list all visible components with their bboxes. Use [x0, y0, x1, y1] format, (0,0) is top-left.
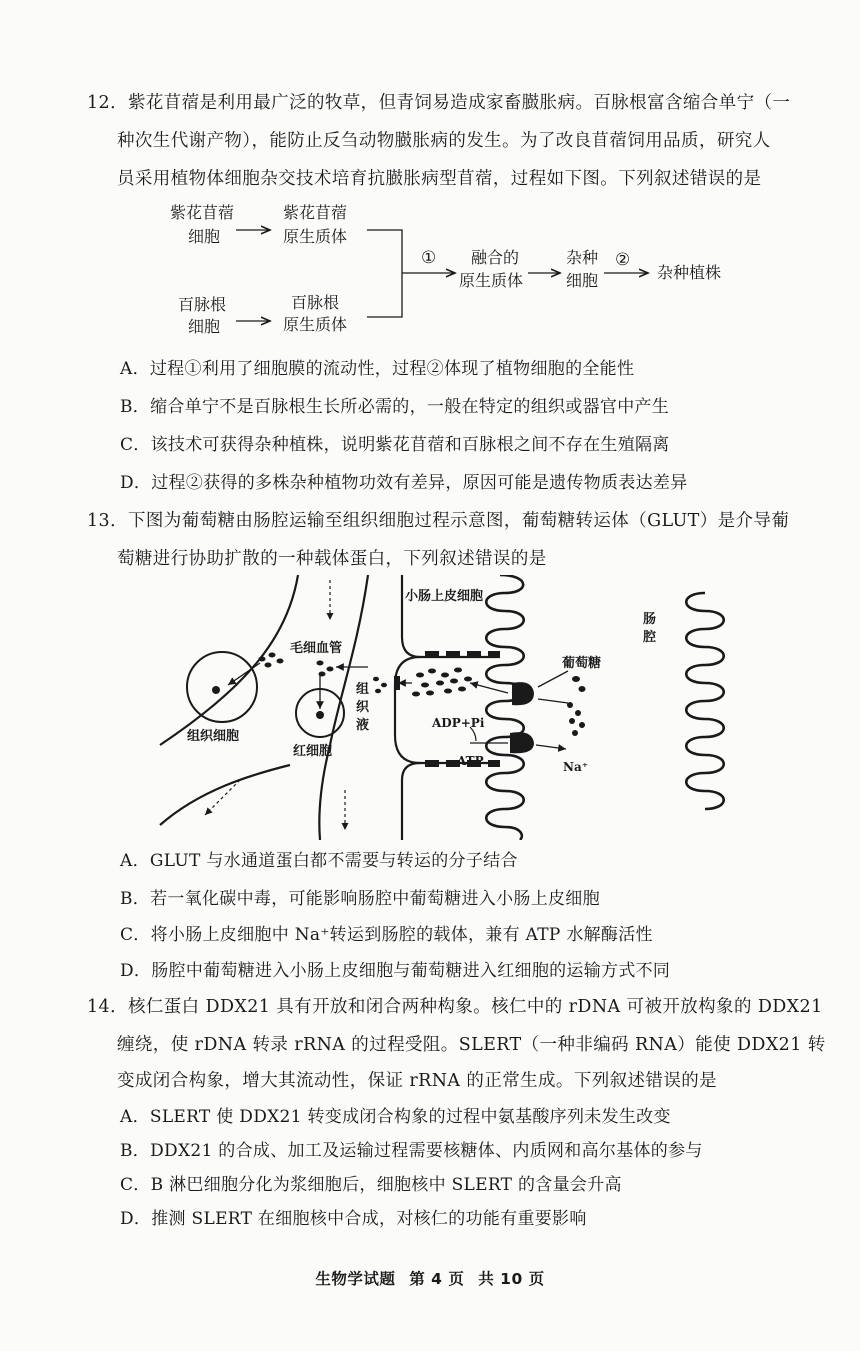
q13-stem-text: 萄糖进行协助扩散的一种载体蛋白，下列叙述 [117, 549, 475, 569]
label-epithelial: 小肠上皮细胞 [405, 589, 484, 604]
q13-stem-end: 的是 [510, 549, 547, 569]
flow-alfalfa-proto-2: 原生质体 [283, 227, 348, 246]
label-fluid-1: 组 [356, 682, 370, 697]
q12-emphasis: 错误 [689, 169, 726, 189]
q12-line-2: 种次生代谢产物），能防止反刍动物臌胀病的发生。为了改良苜蓿饲用品质，研究人 [117, 131, 771, 151]
q13-option-a: A．GLUT 与水通道蛋白都不需要与转运的分子结合 [120, 851, 518, 871]
q13-line-1: 13．下图为葡萄糖由肠腔运输至组织细胞过程示意图，葡萄糖转运体（GLUT）是介导葡 [87, 511, 790, 531]
flow-lotus-proto-1: 百脉根 [291, 293, 340, 312]
q14-line-1: 14．核仁蛋白 DDX21 具有开放和闭合两种构象。核仁中的 rDNA 可被开放构象的 DDX21 [87, 997, 823, 1017]
q13-emphasis: 错误 [475, 549, 511, 569]
q12-option-a: A．过程①利用了细胞膜的流动性，过程②体现了植物细胞的全能性 [120, 359, 635, 379]
arrow-na-out [536, 745, 566, 749]
rbc-glucose [316, 711, 324, 719]
q14-line-3 [117, 1068, 717, 1094]
glut-transporter [394, 676, 400, 690]
flow-lotus-proto-2: 原生质体 [283, 315, 348, 334]
q14-option-a: A．SLERT 使 DDX21 转变成闭合构象的过程中氨基酸序列未发生改变 [120, 1107, 671, 1127]
glucose-dots-capillary [259, 653, 334, 677]
q13-option-c: C．将小肠上皮细胞中 Na⁺转运到肠腔的载体，兼有 ATP 水解酶活性 [120, 925, 653, 945]
q13-line-2 [117, 546, 547, 572]
flow-alfalfa-proto-1: 紫花苜蓿 [283, 203, 348, 222]
bracket [367, 230, 402, 317]
q14-stem-end: 的是 [681, 1071, 718, 1091]
apical-microvilli [486, 575, 524, 840]
q14-option-b: B．DDX21 的合成、加工及运输过程需要核糖体、内质网和高尔基体的参与 [120, 1141, 703, 1161]
label-capillary: 毛细血管 [290, 641, 343, 656]
tissue-cell-glucose [212, 686, 220, 694]
flow-hybrid-cell-1: 杂种 [566, 248, 599, 267]
flow-fused-1: 融合的 [471, 248, 520, 267]
step-1-label: ① [421, 248, 437, 268]
flow-lotus-cell-2: 细胞 [188, 317, 221, 336]
q12-line-3 [117, 166, 761, 192]
footer-subject: 生物学试题 [315, 1270, 396, 1288]
capillary-wall-lower [160, 765, 290, 825]
q12-option-d: D．过程②获得的多株杂种植物功效有差异，原因可能是遗传物质表达差异 [120, 473, 688, 493]
sglt-cotransporter [512, 682, 534, 705]
q13-option-d: D．肠腔中葡萄糖进入小肠上皮细胞与葡萄糖进入红细胞的运输方式不同 [120, 961, 671, 981]
arrow-glucose-in [538, 671, 568, 687]
label-atp: ATP [457, 754, 484, 768]
q14-option-d: D．推测 SLERT 在细胞核中合成，对核仁的功能有重要影响 [120, 1209, 587, 1229]
flow-lotus-cell-1: 百脉根 [178, 295, 227, 314]
q13-option-b: B．若一氧化碳中毒，可能影响肠腔中葡萄糖进入小肠上皮细胞 [120, 889, 600, 909]
label-na: Na⁺ [563, 760, 589, 774]
label-glucose: 葡萄糖 [562, 656, 602, 671]
flow-hybrid-plant: 杂种植株 [657, 263, 722, 282]
q14-line-2: 缠绕，使 rDNA 转录 rRNA 的过程受阻。SLERT（一种非编码 RNA）能使 DDX21 转 [117, 1035, 826, 1055]
flow-alfalfa-cell-2: 细胞 [188, 227, 221, 246]
q12-flowchart [0, 195, 860, 345]
flow-fused-2: 原生质体 [459, 271, 524, 290]
epithelial-basal-membrane [395, 657, 420, 763]
flow-alfalfa-cell-1: 紫花苜蓿 [170, 203, 235, 222]
na-k-pump [510, 732, 534, 753]
footer-page: 第 4 页 [409, 1270, 465, 1288]
glucose-dots-fluid [373, 677, 387, 694]
step-2-label: ② [615, 250, 631, 270]
q12-line-1: 12．紫花苜蓿是利用最广泛的牧草，但青饲易造成家畜臌胀病。百脉根富含缩合单宁（一 [87, 93, 791, 113]
footer-total: 共 10 页 [478, 1270, 545, 1288]
q12-option-c: C．该技术可获得杂种植株，说明紫花苜蓿和百脉根之间不存在生殖隔离 [120, 435, 670, 455]
label-fluid-2: 织 [356, 700, 370, 715]
tissue-cell [187, 652, 257, 722]
flow-hybrid-cell-2: 细胞 [566, 271, 599, 290]
q13-diagram [0, 575, 860, 840]
q14-option-c: C．B 淋巴细胞分化为浆细胞后，细胞核中 SLERT 的含量会升高 [120, 1175, 622, 1195]
arrow-cotransport-in [470, 683, 508, 693]
page-footer [0, 1267, 860, 1289]
q12-option-b: B．缩合单宁不是百脉根生长所必需的，一般在特定的组织或器官中产生 [120, 397, 670, 417]
label-rbc: 红细胞 [293, 744, 333, 759]
label-adp: ADP+Pi [432, 716, 485, 730]
label-lumen-2: 腔 [643, 630, 657, 645]
arrow-na-in [538, 699, 568, 703]
glucose-dots-lumen [567, 676, 586, 736]
opposite-lumen-wall [686, 593, 724, 809]
blood-flow-arrow-left [205, 780, 240, 815]
q14-stem-text: 变成闭合构象，增大其流动性，保证 rRNA 的正常生成。下列叙述 [117, 1071, 646, 1091]
q12-stem-end: 的是 [725, 169, 762, 189]
label-tissue-cell: 组织细胞 [187, 729, 240, 744]
label-fluid-3: 液 [356, 718, 370, 733]
q14-emphasis: 错误 [645, 1071, 682, 1091]
q12-stem-text: 员采用植物体细胞杂交技术培育抗臌胀病型苜蓿，过程如下图。下列叙述 [117, 169, 690, 189]
label-lumen-1: 肠 [643, 612, 657, 627]
glucose-dots-cell [412, 668, 472, 697]
epithelial-bottom-junction [402, 763, 500, 840]
